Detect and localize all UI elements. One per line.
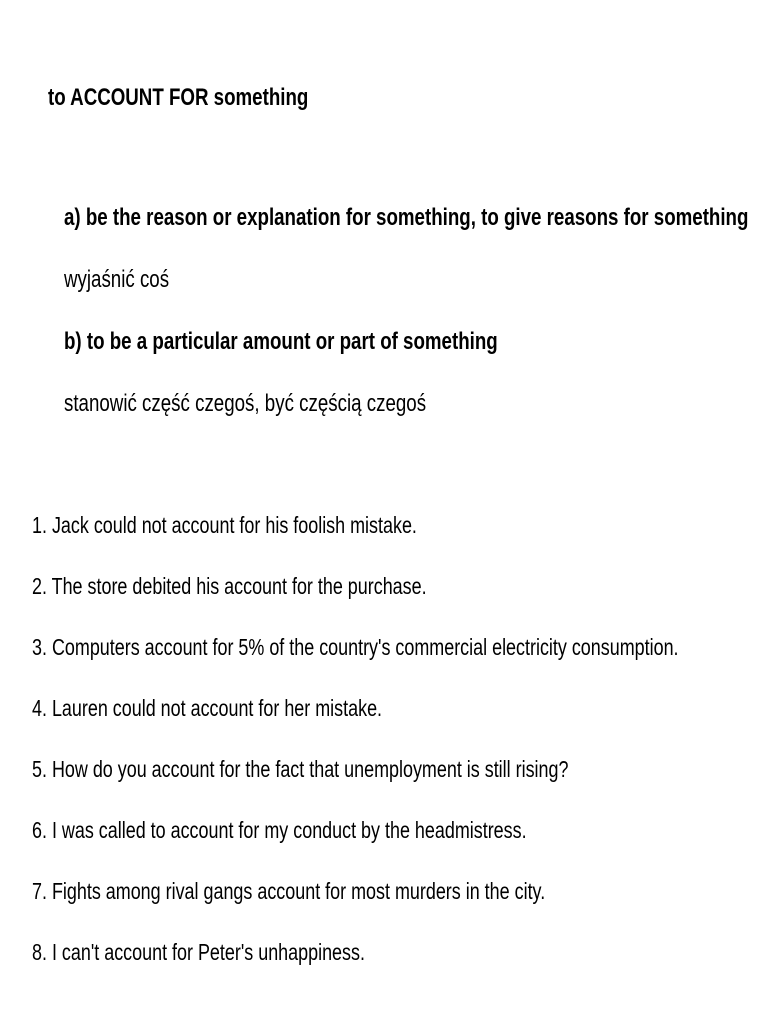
page-title: to ACCOUNT FOR something: [48, 84, 309, 111]
example-8: 8. I can't account for Peter's unhappiness.: [32, 939, 365, 965]
definition-a-english: a) be the reason or explanation for something, to give reasons for something: [64, 204, 749, 231]
example-6: 6. I was called to account for my conduct by the headmistress.: [32, 817, 527, 843]
example-4: 4. Lauren could not account for her mistake.: [32, 695, 383, 721]
example-7: 7. Fights among rival gangs account for most murders in the city.: [32, 878, 546, 904]
example-3: 3. Computers account for 5% of the country's commercial electricity consumption.: [32, 634, 679, 660]
example-1: 1. Jack could not account for his foolish mistake.: [32, 512, 417, 538]
definition-b-english: b) to be a particular amount or part of something: [64, 328, 498, 355]
definition-a-polish: wyjaśnić coś: [64, 266, 170, 293]
definition-b-polish: stanowić część czegoś, być częścią czegoś: [64, 390, 427, 417]
example-5: 5. How do you account for the fact that unemployment is still rising?: [32, 756, 569, 782]
example-2: 2. The store debited his account for the purchase.: [32, 573, 427, 599]
